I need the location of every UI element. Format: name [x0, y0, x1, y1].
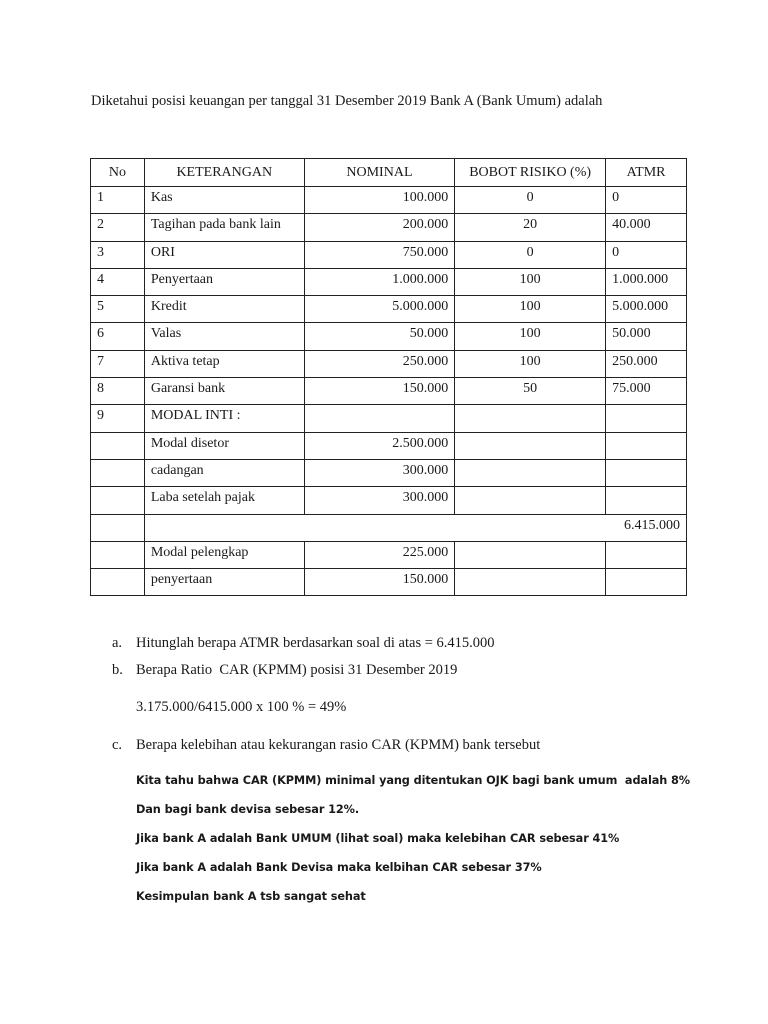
cell-no: 7 — [91, 350, 145, 377]
table-header-row — [91, 159, 687, 187]
cell-nominal: 750.000 — [304, 241, 454, 268]
question-b-text: Berapa Ratio CAR (KPMM) posisi 31 Desember 2019 — [136, 662, 458, 678]
cell-atmr — [606, 487, 687, 514]
cell-bobot — [455, 487, 606, 514]
cell-bobot — [455, 432, 606, 459]
cell-bobot — [455, 569, 606, 596]
cell-bobot: 100 — [455, 350, 606, 377]
financial-table — [90, 158, 687, 596]
table-row — [91, 241, 687, 268]
cell-bobot — [455, 459, 606, 486]
cell-keterangan: Modal pelengkap — [144, 541, 304, 568]
cell-no: 2 — [91, 214, 145, 241]
table-cell-empty — [91, 514, 145, 541]
cell-bobot — [455, 541, 606, 568]
cell-keterangan: penyertaan — [144, 569, 304, 596]
table-row — [91, 487, 687, 514]
cell-no — [91, 459, 145, 486]
question-b-letter: b. — [112, 662, 123, 678]
cell-keterangan: Kas — [144, 187, 304, 214]
cell-keterangan: MODAL INTI : — [144, 405, 304, 432]
cell-no: 8 — [91, 378, 145, 405]
cell-nominal: 2.500.000 — [304, 432, 454, 459]
cell-no: 6 — [91, 323, 145, 350]
cell-nominal: 150.000 — [304, 378, 454, 405]
cell-atmr — [606, 405, 687, 432]
cell-keterangan: cadangan — [144, 459, 304, 486]
atmr-total: 6.415.000 — [144, 514, 686, 541]
cell-atmr: 250.000 — [606, 350, 687, 377]
cell-no: 1 — [91, 187, 145, 214]
header-bobot-risiko: BOBOT RISIKO (%) — [455, 159, 606, 187]
cell-nominal: 300.000 — [304, 459, 454, 486]
conclusion-line: Kita tahu bahwa CAR (KPMM) minimal yang ditentukan OJK bagi bank umum adalah 8% — [136, 774, 691, 787]
header-nominal: NOMINAL — [304, 159, 454, 187]
cell-nominal: 1.000.000 — [304, 268, 454, 295]
cell-bobot: 0 — [455, 241, 606, 268]
cell-nominal: 150.000 — [304, 569, 454, 596]
question-a-text: Hitunglah berapa ATMR berdasarkan soal di atas = 6.415.000 — [136, 635, 495, 651]
header-atmr: ATMR — [606, 159, 687, 187]
header-keterangan: KETERANGAN — [144, 159, 304, 187]
cell-bobot — [455, 405, 606, 432]
table-row — [91, 432, 687, 459]
question-c — [112, 737, 540, 754]
cell-no — [91, 569, 145, 596]
cell-bobot: 100 — [455, 268, 606, 295]
table-row — [91, 350, 687, 377]
intro-text: Diketahui posisi keuangan per tanggal 31 Desember 2019 Bank A (Bank Umum) adalah — [91, 93, 603, 109]
cell-bobot: 100 — [455, 323, 606, 350]
cell-no: 9 — [91, 405, 145, 432]
question-c-letter: c. — [112, 737, 123, 753]
cell-bobot: 100 — [455, 296, 606, 323]
cell-atmr: 0 — [606, 241, 687, 268]
cell-atmr: 75.000 — [606, 378, 687, 405]
cell-bobot: 0 — [455, 187, 606, 214]
cell-nominal: 200.000 — [304, 214, 454, 241]
cell-keterangan: Penyertaan — [144, 268, 304, 295]
table-row — [91, 268, 687, 295]
cell-atmr — [606, 541, 687, 568]
cell-no — [91, 432, 145, 459]
cell-keterangan: Laba setelah pajak — [144, 487, 304, 514]
question-a — [112, 635, 495, 652]
conclusion-line: Dan bagi bank devisa sebesar 12%. — [136, 803, 360, 816]
question-b — [112, 662, 457, 679]
table-row — [91, 296, 687, 323]
cell-atmr: 50.000 — [606, 323, 687, 350]
conclusion-line: Jika bank A adalah Bank UMUM (lihat soal) maka kelebihan CAR sebesar 41% — [136, 832, 620, 845]
cell-no: 5 — [91, 296, 145, 323]
cell-atmr — [606, 432, 687, 459]
table-row — [91, 214, 687, 241]
cell-nominal: 100.000 — [304, 187, 454, 214]
cell-atmr: 0 — [606, 187, 687, 214]
question-a-letter: a. — [112, 635, 123, 651]
cell-keterangan: ORI — [144, 241, 304, 268]
cell-no: 4 — [91, 268, 145, 295]
cell-atmr: 40.000 — [606, 214, 687, 241]
cell-nominal: 50.000 — [304, 323, 454, 350]
cell-atmr — [606, 459, 687, 486]
cell-nominal: 250.000 — [304, 350, 454, 377]
cell-nominal: 5.000.000 — [304, 296, 454, 323]
cell-atmr: 1.000.000 — [606, 268, 687, 295]
question-c-text: Berapa kelebihan atau kekurangan rasio CAR (KPMM) bank tersebut — [136, 737, 541, 753]
conclusion-line: Jika bank A adalah Bank Devisa maka kelbihan CAR sebesar 37% — [136, 861, 542, 874]
table-row — [91, 569, 687, 596]
cell-keterangan: Modal disetor — [144, 432, 304, 459]
cell-keterangan: Kredit — [144, 296, 304, 323]
cell-bobot: 20 — [455, 214, 606, 241]
cell-nominal: 225.000 — [304, 541, 454, 568]
cell-nominal — [304, 405, 454, 432]
total-row — [91, 514, 687, 541]
cell-atmr: 5.000.000 — [606, 296, 687, 323]
table-row — [91, 187, 687, 214]
cell-keterangan: Aktiva tetap — [144, 350, 304, 377]
table-row — [91, 323, 687, 350]
cell-keterangan: Tagihan pada bank lain — [144, 214, 304, 241]
cell-keterangan: Garansi bank — [144, 378, 304, 405]
table-row — [91, 459, 687, 486]
answer-b: 3.175.000/6415.000 x 100 % = 49% — [136, 699, 347, 715]
table-row — [91, 378, 687, 405]
cell-no: 3 — [91, 241, 145, 268]
table-row — [91, 405, 687, 432]
cell-atmr — [606, 569, 687, 596]
table-row — [91, 541, 687, 568]
header-no: No — [91, 159, 145, 187]
conclusion-line: Kesimpulan bank A tsb sangat sehat — [136, 890, 366, 903]
cell-keterangan: Valas — [144, 323, 304, 350]
cell-bobot: 50 — [455, 378, 606, 405]
cell-nominal: 300.000 — [304, 487, 454, 514]
cell-no — [91, 487, 145, 514]
cell-no — [91, 541, 145, 568]
